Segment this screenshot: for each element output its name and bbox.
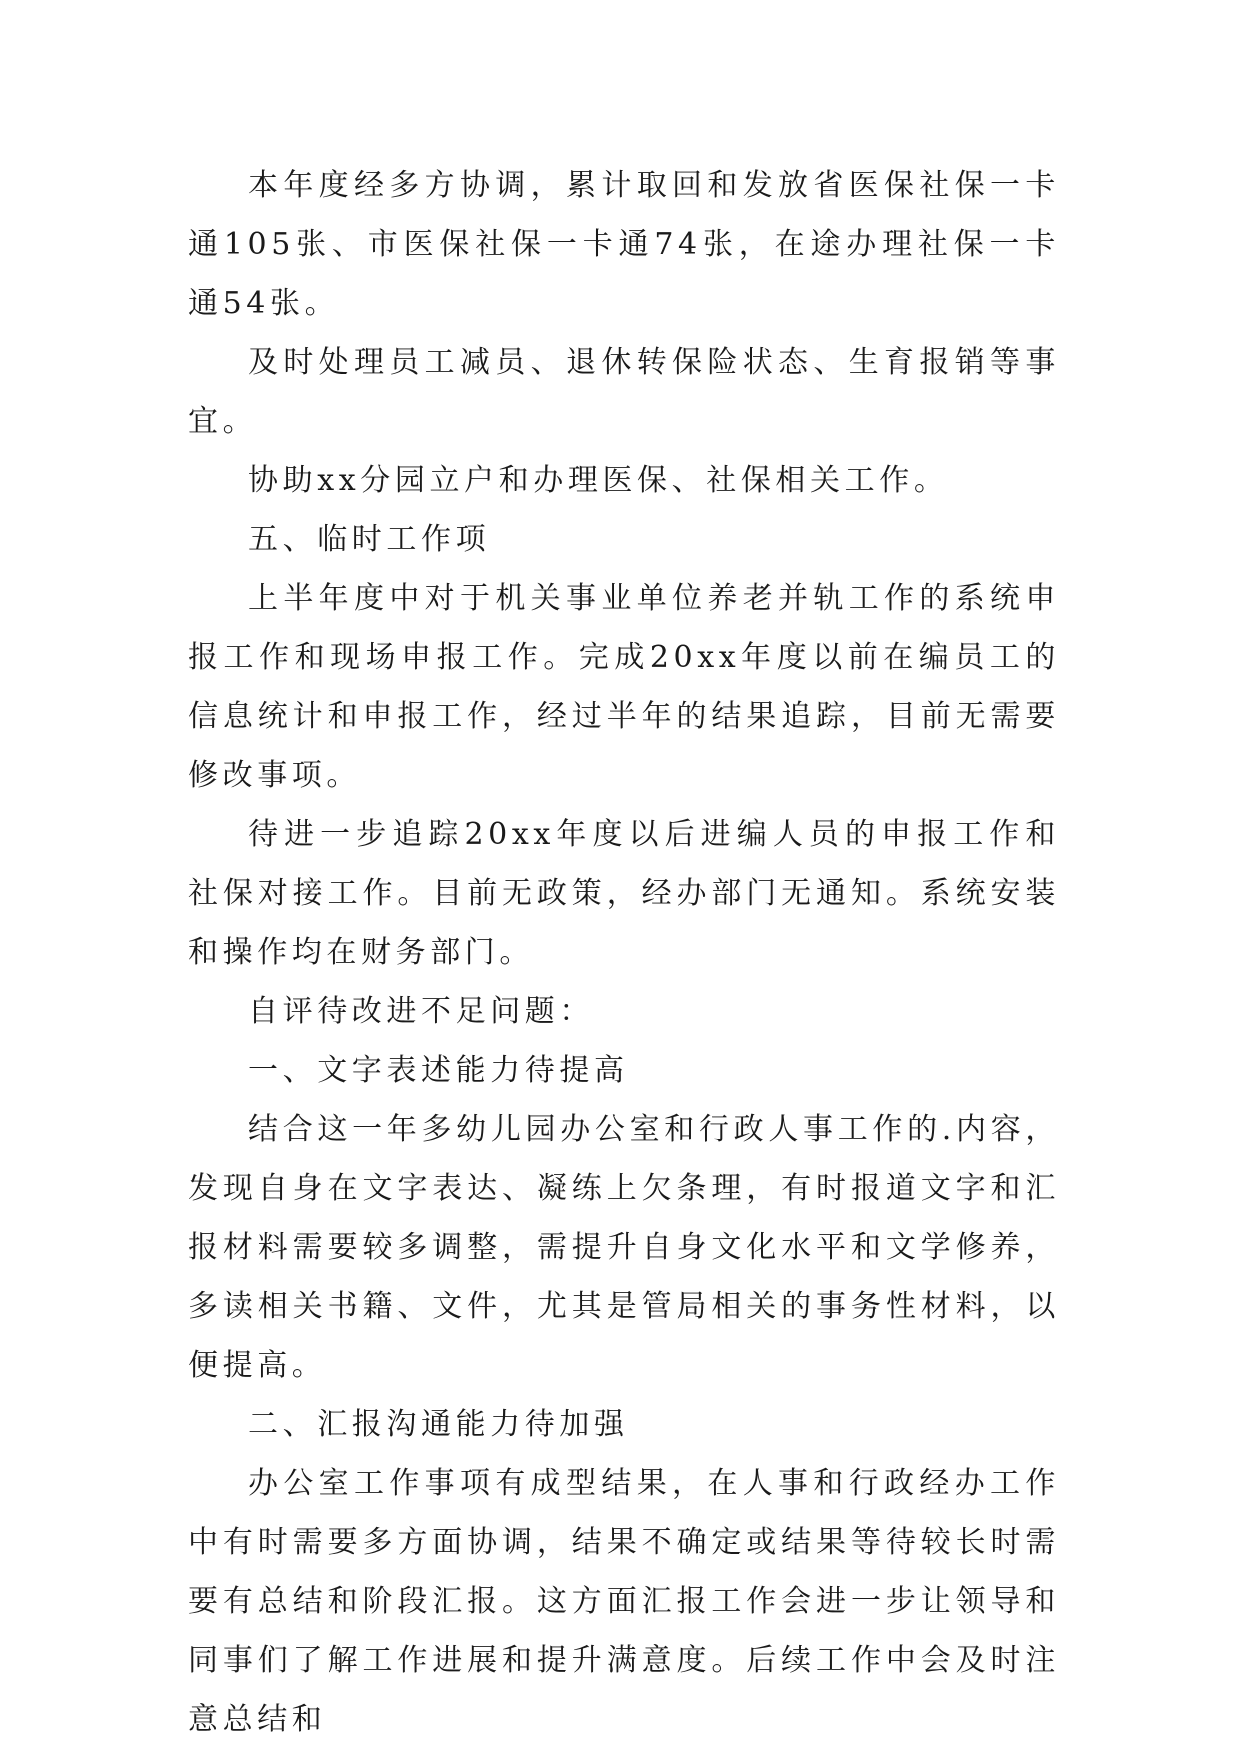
- paragraph-social-security-cards: 本年度经多方协调，累计取回和发放省医保社保一卡通105张、市医保社保一卡通74张，在途办理社保一卡通54张。: [188, 168, 1060, 321]
- paragraph-follow-up-tracking: 待进一步追踪20xx年度以后进编人员的申报工作和社保对接工作。目前无政策，经办部门无通知。系统安装和操作均在财务部门。: [188, 817, 1060, 970]
- section-heading-temporary-work: 五、临时工作项: [248, 522, 491, 557]
- section-heading-communication-skills: 二、汇报沟通能力待加强: [248, 1407, 629, 1442]
- paragraph-communication-skills: 办公室工作事项有成型结果，在人事和行政经办工作中有时需要多方面协调，结果不确定或结果等待较长时需要有总结和阶段汇报。这方面汇报工作会进一步让领导和同事们了解工作进展和提升满意度。后续工作中会及时注意总结和: [188, 1466, 1060, 1737]
- paragraph-staff-changes: 及时处理员工减员、退休转保险状态、生育报销等事宜。: [188, 345, 1060, 439]
- section-heading-self-evaluation: 自评待改进不足问题：: [248, 994, 594, 1029]
- section-heading-writing-skills: 一、文字表述能力待提高: [248, 1053, 629, 1088]
- paragraph-pension-reporting: 上半年度中对于机关事业单位养老并轨工作的系统申报工作和现场申报工作。完成20xx年度以前在编员工的信息统计和申报工作，经过半年的结果追踪，目前无需要修改事项。: [188, 581, 1060, 793]
- document-body: [188, 156, 1060, 1749]
- paragraph-writing-skills: 结合这一年多幼儿园办公室和行政人事工作的.内容，发现自身在文字表达、凝练上欠条理，有时报道文字和汇报材料需要较多调整，需提升自身文化水平和文学修养，多读相关书籍、文件，尤其是管局相关的事务性材料，以便提高。: [188, 1112, 1060, 1383]
- paragraph-branch-registration: 协助xx分园立户和办理医保、社保相关工作。: [248, 463, 949, 498]
